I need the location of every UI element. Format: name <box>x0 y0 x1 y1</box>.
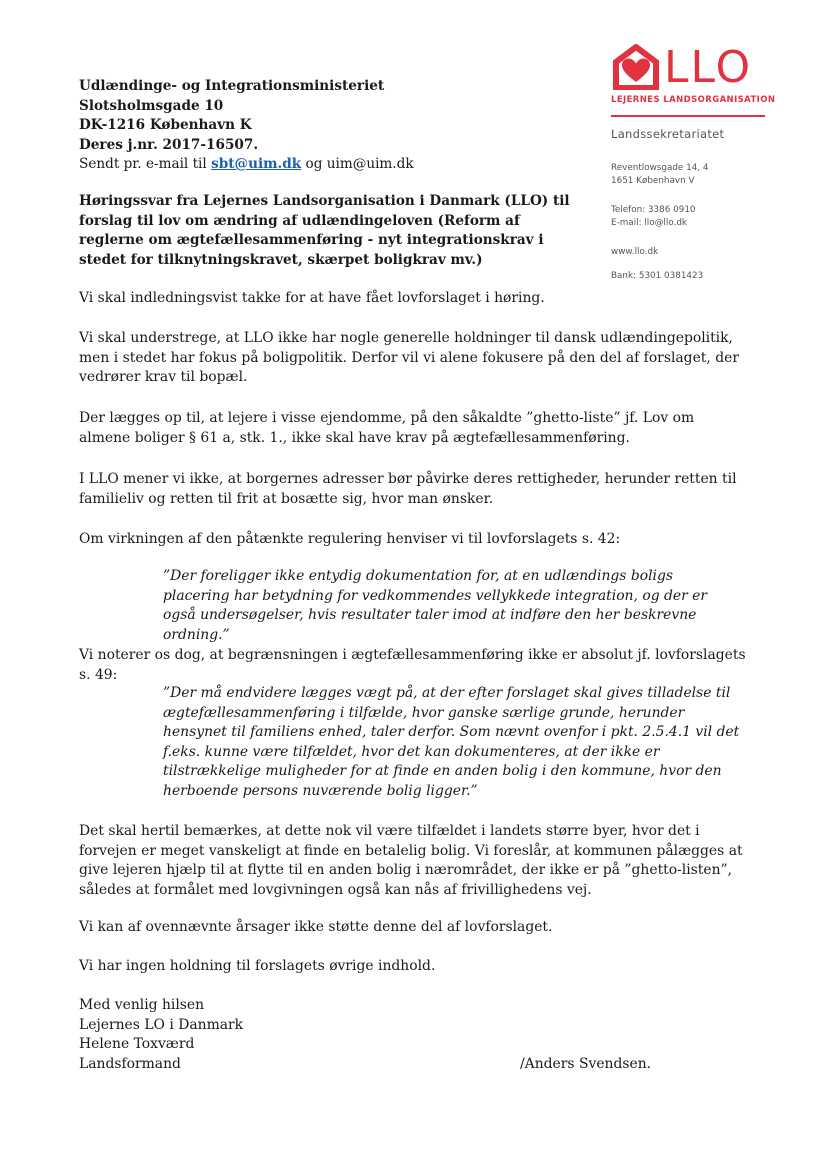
sent-line <box>79 155 414 175</box>
letterhead-sidebar <box>611 38 811 283</box>
secretariat-title: Landssekretariatet <box>611 126 725 141</box>
street: Reventlowsgade 14, 4 <box>611 162 709 173</box>
sent-prefix: Sendt pr. e-mail til <box>79 156 212 172</box>
logo-text: LLO <box>664 42 753 93</box>
signature-block <box>79 996 243 1074</box>
paragraph: Vi skal understrege, at LLO ikke har nogle generelle holdninger til dansk udlændingepolitik, men i stedet har fokus på boligpolitik. Derfor vil vi alene fokusere på den del af forslaget, der vedrører krav til bopæl. <box>79 330 739 385</box>
recipient-address <box>79 77 414 175</box>
signer-role: Landsformand <box>79 1055 181 1072</box>
email: E-mail: llo@llo.dk <box>611 217 687 228</box>
signer-name: Helene Toxværd <box>79 1036 195 1052</box>
city: 1651 København V <box>611 175 695 186</box>
sidebar-contact <box>611 204 811 230</box>
recipient-line: Udlændinge- og Integrationsministeriet <box>79 78 385 94</box>
sidebar-address <box>611 162 811 188</box>
llo-logo <box>611 38 811 93</box>
paragraph: Vi kan af ovennævnte årsager ikke støtte denne del af lovforslaget. <box>79 919 553 935</box>
website: www.llo.dk <box>611 246 659 257</box>
case-number: Deres j.nr. 2017-16507. <box>79 136 259 153</box>
paragraph: Det skal hertil bemærkes, at dette nok vil være tilfældet i landets større byer, hvor det i forvejen er meget vanskeligt at finde en betalelig bolig. Vi foreslår, at kommunen pålægges at give lejeren hjælp til at flytte til en anden bolig i nærområdet, der ikke er på ”ghetto-listen”, således at formålet med lovgivningen også kan nås af frivillighedens vej. <box>79 823 743 898</box>
letter-heading: Høringssvar fra Lejernes Landsorganisation i Danmark (LLO) til forslag til lov om ændring af udlændingeloven (Reform af reglerne om ægtefællesammenføring - nyt integrationskrav i stedet for tilknytningskravet, skærpet boligkrav mv.) <box>79 193 570 268</box>
paragraph: Der lægges op til, at lejere i visse ejendomme, på den såkaldte ”ghetto-liste” jf. Lov om almene boliger § 61 a, stk. 1., ikke skal have krav på ægtefællesammenføring. <box>79 410 695 446</box>
divider <box>611 115 765 117</box>
recipient-line: DK-1216 København K <box>79 117 252 133</box>
paragraph: Om virkningen af den påtænkte regulering henviser vi til lovforslagets s. 42: <box>79 531 621 547</box>
bank-account: Bank: 5301 0381423 <box>611 270 704 281</box>
phone: Telefon: 3386 0910 <box>611 204 696 215</box>
paragraph: Vi har ingen holdning til forslagets øvrige indhold. <box>79 958 436 974</box>
paragraph: Vi noterer os dog, at begrænsningen i ægtefællesammenføring ikke er absolut jf. lovforslagets s. 49: <box>79 647 746 683</box>
greeting: Med venlig hilsen <box>79 997 205 1013</box>
house-heart-icon <box>611 44 661 90</box>
sent-suffix: og uim@uim.dk <box>301 156 414 172</box>
second-signature: /Anders Svendsen. <box>520 1056 652 1072</box>
paragraph: Vi skal indledningsvist takke for at have fået lovforslaget i høring. <box>79 290 545 306</box>
organisation: Lejernes LO i Danmark <box>79 1016 244 1033</box>
logo-subtitle: LEJERNES LANDSORGANISATION <box>611 95 776 105</box>
quote: ”Der må endvidere lægges vægt på, at der efter forslaget skal gives tilladelse til ægtefællesammenføring i tilfælde, hvor ganske særlige grunde, herunder hensynet til familiens enhed, taler derfor. Som nævnt ovenfor i pkt. 2.5.4.1 vil det f.eks. kunne være tilfældet, hvor det kan dokumenteres, at der ikke er tilstrækkelige muligheder for at finde en anden bolig i den kommune, hvor den herboende persons nuværende bolig ligger.” <box>163 685 740 799</box>
paragraph: I LLO mener vi ikke, at borgernes adresser bør påvirke deres rettigheder, herunder retten til familieliv og retten til frit at bosætte sig, hvor man ønsker. <box>79 471 737 507</box>
quote: ”Der foreligger ikke entydig dokumentation for, at en udlændings boligs placering har betydning for vedkommendes vellykkede integration, og der er også undersøgelser, hvis resultater taler imod at indføre den her beskrevne ordning.” <box>163 568 708 643</box>
recipient-line: Slotsholmsgade 10 <box>79 97 224 114</box>
email-link[interactable]: sbt@uim.dk <box>211 156 302 172</box>
